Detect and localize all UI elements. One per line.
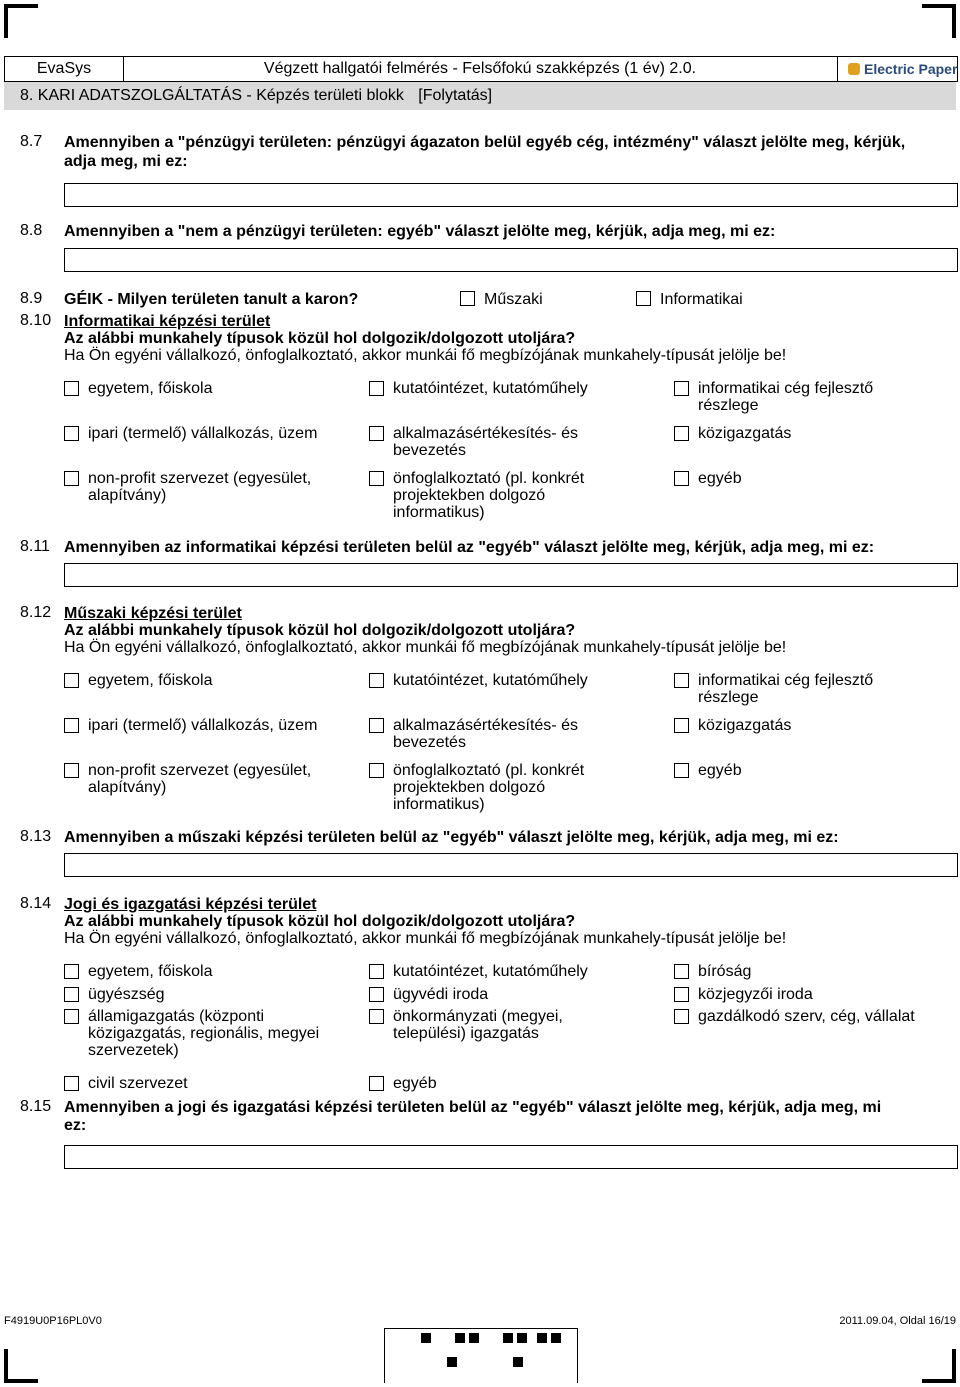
- question-number: 8.10: [20, 312, 52, 329]
- option-label: közjegyzői iroda: [698, 986, 813, 1003]
- option-label: egyetem, főiskola: [88, 380, 213, 397]
- section-heading: [4, 82, 956, 110]
- question-number: 8.15: [20, 1098, 52, 1115]
- checkbox[interactable]: [674, 673, 689, 688]
- option-label: ügyészség: [88, 986, 165, 1003]
- registration-mark-bottom-right: [922, 1349, 956, 1383]
- checkbox[interactable]: [674, 381, 689, 396]
- question-number: 8.7: [20, 133, 43, 150]
- question-text: Az alábbi munkahely típusok közül hol dolgozik/dolgozott utoljára?: [64, 913, 576, 930]
- question-text: GÉIK - Milyen területen tanult a karon?: [64, 291, 359, 308]
- question-number: 8.14: [20, 895, 52, 912]
- option-label: önfoglalkoztató (pl. konkrét: [393, 470, 585, 487]
- barcode-block: [537, 1333, 547, 1343]
- barcode-block: [469, 1333, 479, 1343]
- electric-paper-logo: Electric Paper: [837, 57, 958, 81]
- option-label: települési) igazgatás: [393, 1025, 539, 1042]
- question-text: Az alábbi munkahely típusok közül hol dolgozik/dolgozott utoljára?: [64, 330, 576, 347]
- question-text: Amennyiben a "nem a pénzügyi területen: egyéb" választ jelölte meg, kérjük, adja meg, mi ez:: [64, 223, 776, 240]
- checkbox[interactable]: [64, 718, 79, 733]
- question-title: Informatikai képzési terület: [64, 313, 271, 330]
- checkbox[interactable]: [674, 1009, 689, 1024]
- section-title: 8. KARI ADATSZOLGÁLTATÁS - Képzés területi blokk: [20, 87, 404, 104]
- barcode-block: [455, 1333, 465, 1343]
- checkbox-informatikai[interactable]: [636, 291, 651, 306]
- checkbox[interactable]: [64, 381, 79, 396]
- question-number: 8.8: [20, 222, 43, 239]
- option-label: informatikai cég fejlesztő: [698, 672, 874, 689]
- option-label: informatikai cég fejlesztő: [698, 380, 874, 397]
- option-label: ügyvédi iroda: [393, 986, 489, 1003]
- q813-answer-field[interactable]: [64, 853, 958, 877]
- question-text-cont: ez:: [64, 1117, 87, 1134]
- checkbox[interactable]: [369, 964, 384, 979]
- checkbox[interactable]: [674, 763, 689, 778]
- question-text: Amennyiben a jogi és igazgatási képzési területen belül az "egyéb" választ jelölte meg, kérjük, adja meg, mi: [64, 1099, 882, 1116]
- barcode-block: [503, 1333, 513, 1343]
- option-label: közigazgatás, regionális, megyei: [88, 1025, 320, 1042]
- option-label: alkalmazásértékesítés- és: [393, 425, 578, 442]
- option-label: szervezetek): [88, 1042, 179, 1059]
- date-page-info: 2011.09.04, Oldal 16/19: [839, 1315, 956, 1327]
- option-label: projektekben dolgozó: [393, 779, 546, 796]
- question-text: Amennyiben a "pénzügyi területen: pénzügyi ágazaton belül egyéb cég, intézmény" választ jelölte meg, kérjük, adja meg, mi ez:: [64, 134, 906, 170]
- checkbox[interactable]: [674, 987, 689, 1002]
- option-label: projektekben dolgozó: [393, 487, 546, 504]
- option-label: államigazgatás (központi: [88, 1008, 265, 1025]
- checkbox[interactable]: [369, 426, 384, 441]
- page-header: [4, 56, 958, 82]
- barcode-block: [551, 1333, 561, 1343]
- option-label: részlege: [698, 689, 759, 706]
- barcode-block: [513, 1357, 523, 1367]
- question-number: 8.11: [20, 538, 50, 555]
- option-label: non-profit szervezet (egyesület,: [88, 762, 312, 779]
- question-title: Műszaki képzési terület: [64, 605, 242, 622]
- checkbox[interactable]: [64, 673, 79, 688]
- checkbox-muszaki[interactable]: [460, 291, 475, 306]
- checkbox[interactable]: [674, 964, 689, 979]
- option-label: kutatóintézet, kutatóműhely: [393, 380, 588, 397]
- checkbox[interactable]: [369, 381, 384, 396]
- option-label: ipari (termelő) vállalkozás, üzem: [88, 717, 318, 734]
- option-label: informatikus): [393, 796, 485, 813]
- option-label: kutatóintézet, kutatóműhely: [393, 963, 588, 980]
- checkbox[interactable]: [369, 1076, 384, 1091]
- option-label: részlege: [698, 397, 759, 414]
- option-label: alapítvány): [88, 487, 167, 504]
- option-label: alkalmazásértékesítés- és: [393, 717, 578, 734]
- barcode-block: [421, 1333, 431, 1343]
- option-label: bevezetés: [393, 734, 466, 751]
- option-label: egyéb: [698, 762, 742, 779]
- checkbox[interactable]: [64, 471, 79, 486]
- checkbox[interactable]: [64, 1076, 79, 1091]
- option-label: gazdálkodó szerv, cég, vállalat: [698, 1008, 915, 1025]
- option-label: Informatikai: [660, 291, 743, 308]
- question-number: 8.12: [20, 604, 52, 621]
- survey-title: Végzett hallgatói felmérés - Felsőfokú szakképzés (1 év) 2.0.: [263, 60, 697, 77]
- option-label: egyéb: [393, 1075, 437, 1092]
- question-note: Ha Ön egyéni vállalkozó, önfoglalkoztató, akkor munkái fő megbízójának munkahely-típusát jelölje be!: [64, 930, 787, 947]
- option-label: bíróság: [698, 963, 752, 980]
- checkbox[interactable]: [369, 763, 384, 778]
- barcode-block: [447, 1357, 457, 1367]
- option-label: egyéb: [698, 470, 742, 487]
- checkbox[interactable]: [674, 471, 689, 486]
- question-title: Jogi és igazgatási képzési terület: [64, 896, 317, 913]
- checkbox[interactable]: [369, 673, 384, 688]
- barcode-block: [517, 1333, 527, 1343]
- scan-barcode: [384, 1328, 578, 1383]
- q811-answer-field[interactable]: [64, 563, 958, 587]
- logo-icon: [848, 63, 860, 75]
- section-continued: [Folytatás]: [418, 87, 493, 104]
- checkbox[interactable]: [369, 987, 384, 1002]
- option-label: civil szervezet: [88, 1075, 188, 1092]
- question-number: 8.13: [20, 828, 52, 845]
- registration-mark-top-left: [4, 4, 38, 38]
- option-label: önfoglalkoztató (pl. konkrét: [393, 762, 585, 779]
- option-label: közigazgatás: [698, 717, 792, 734]
- option-label: informatikus): [393, 504, 485, 521]
- question-note: Ha Ön egyéni vállalkozó, önfoglalkoztató, akkor munkái fő megbízójának munkahely-típusát jelölje be!: [64, 347, 787, 364]
- option-label: önkormányzati (megyei,: [393, 1008, 563, 1025]
- checkbox[interactable]: [369, 1009, 384, 1024]
- q815-answer-field[interactable]: [64, 1145, 958, 1169]
- question-text: Amennyiben a műszaki képzési területen belül az "egyéb" választ jelölte meg, kérjük, adja meg, mi ez:: [64, 829, 839, 846]
- option-label: egyetem, főiskola: [88, 672, 213, 689]
- q88-answer-field[interactable]: [64, 248, 958, 272]
- checkbox[interactable]: [64, 763, 79, 778]
- option-label: Műszaki: [484, 291, 543, 308]
- checkbox[interactable]: [64, 987, 79, 1002]
- option-label: alapítvány): [88, 779, 167, 796]
- form-id: F4919U0P16PL0V0: [4, 1315, 102, 1327]
- registration-mark-top-right: [922, 4, 956, 38]
- q87-answer-field[interactable]: [64, 183, 958, 207]
- app-name: EvaSys: [5, 57, 124, 81]
- option-label: egyetem, főiskola: [88, 963, 213, 980]
- option-label: kutatóintézet, kutatóműhely: [393, 672, 588, 689]
- option-label: ipari (termelő) vállalkozás, üzem: [88, 425, 318, 442]
- checkbox[interactable]: [674, 426, 689, 441]
- checkbox[interactable]: [369, 471, 384, 486]
- checkbox[interactable]: [674, 718, 689, 733]
- option-label: non-profit szervezet (egyesület,: [88, 470, 312, 487]
- question-number: 8.9: [20, 290, 43, 307]
- checkbox[interactable]: [64, 1009, 79, 1024]
- registration-mark-bottom-left: [4, 1349, 38, 1383]
- option-label: közigazgatás: [698, 425, 792, 442]
- checkbox[interactable]: [64, 426, 79, 441]
- question-note: Ha Ön egyéni vállalkozó, önfoglalkoztató, akkor munkái fő megbízójának munkahely-típusát jelölje be!: [64, 639, 787, 656]
- question-text: Amennyiben az informatikai képzési területen belül az "egyéb" választ jelölte meg, kérjük, adja meg, mi ez:: [64, 539, 875, 556]
- checkbox[interactable]: [64, 964, 79, 979]
- question-text: Az alábbi munkahely típusok közül hol dolgozik/dolgozott utoljára?: [64, 622, 576, 639]
- checkbox[interactable]: [369, 718, 384, 733]
- option-label: bevezetés: [393, 442, 466, 459]
